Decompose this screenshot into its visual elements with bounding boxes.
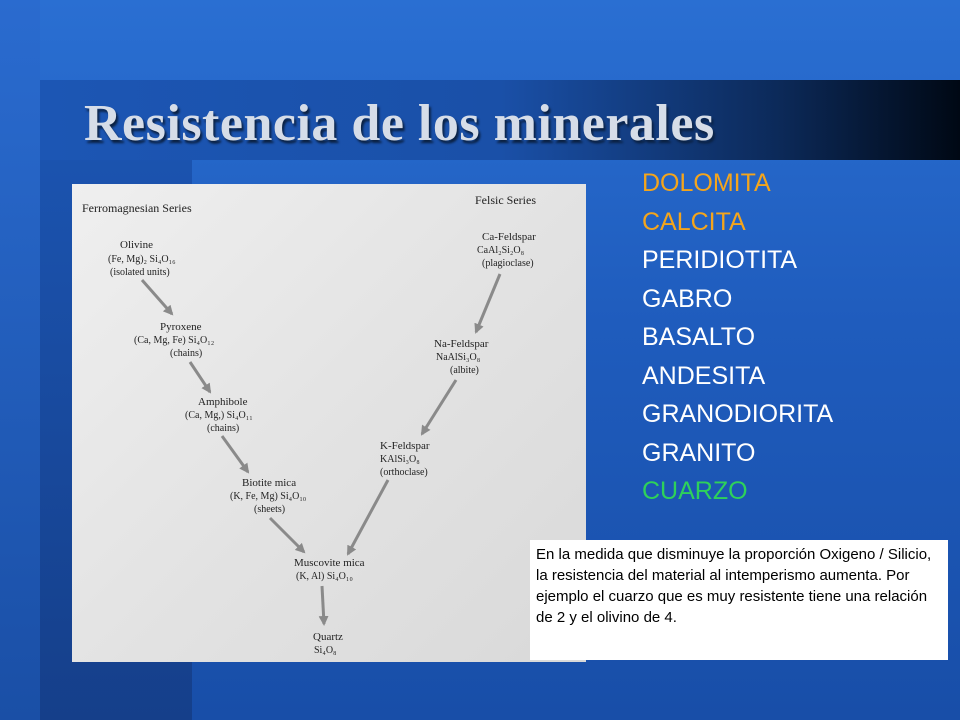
ca-feldspar-name: Ca-Feldspar xyxy=(482,231,536,243)
biotite-formula: (K, Fe, Mg) Si₄O₁₀ xyxy=(230,491,307,502)
muscovite-name: Muscovite mica xyxy=(294,557,365,569)
slide-title: Resistencia de los minerales xyxy=(84,95,715,152)
quartz-formula: Si₄O₈ xyxy=(314,645,337,656)
quartz-name: Quartz xyxy=(313,631,343,643)
amphibole-name: Amphibole xyxy=(198,396,248,408)
mineral-item-peridiotita: PERIDIOTITA xyxy=(642,246,798,274)
olivine-note: (isolated units) xyxy=(110,267,170,278)
na-feldspar-formula: NaAlSi₃O₈ xyxy=(436,352,481,363)
arrow-k-feldspar-muscovite xyxy=(348,480,388,554)
bowen-reaction-series-diagram xyxy=(72,184,586,662)
mineral-item-cuarzo: CUARZO xyxy=(642,477,748,505)
arrow-pyroxene-amphibole xyxy=(190,362,210,392)
olivine-name: Olivine xyxy=(120,239,153,251)
k-feldspar-note: (orthoclase) xyxy=(380,467,428,478)
left-accent-band xyxy=(0,0,40,720)
ca-feldspar-note: (plagioclase) xyxy=(482,258,534,269)
pyroxene-name: Pyroxene xyxy=(160,321,202,333)
diagram-svg xyxy=(72,184,586,662)
arrow-amphibole-biotite xyxy=(222,436,248,472)
pyroxene-formula: (Ca, Mg, Fe) Si₄O₁₂ xyxy=(134,335,215,346)
ferromagnesian-series-title: Ferromagnesian Series xyxy=(82,201,192,215)
arrow-muscovite-quartz xyxy=(322,586,324,624)
mineral-item-gabro: GABRO xyxy=(642,284,733,313)
explanation-note: En la medida que disminuye la proporción Oxigeno / Silicio, la resistencia del material al intemperismo aumenta. Por ejemplo el cuarzo que es muy resistente tiene una relación de 2 y el olivino de 4. xyxy=(530,540,948,660)
muscovite-formula: (K, Al) Si₄O₁₀ xyxy=(296,571,353,582)
na-feldspar-name: Na-Feldspar xyxy=(434,338,489,350)
mineral-item-dolomita: DOLOMITA xyxy=(642,169,771,197)
mineral-resistance-list xyxy=(642,164,833,511)
ca-feldspar-formula: CaAl₂Si₂O₈ xyxy=(477,245,525,256)
mineral-item-calcita: CALCITA xyxy=(642,207,746,236)
mineral-item-basalto: BASALTO xyxy=(642,323,756,351)
arrow-na-k-feldspar xyxy=(422,380,456,434)
mineral-item-andesita: ANDESITA xyxy=(642,361,766,390)
mineral-item-granodiorita: GRANODIORITA xyxy=(642,400,834,428)
mineral-item-granito: GRANITO xyxy=(642,438,756,467)
amphibole-note: (chains) xyxy=(207,423,240,434)
olivine-formula: (Fe, Mg)₂ Si₄O₁₆ xyxy=(108,254,176,265)
arrow-ca-na-feldspar xyxy=(476,274,500,332)
arrow-olivine-pyroxene xyxy=(142,280,172,314)
pyroxene-note: (chains) xyxy=(170,348,203,359)
biotite-name: Biotite mica xyxy=(242,477,297,489)
k-feldspar-name: K-Feldspar xyxy=(380,440,430,452)
k-feldspar-formula: KAlSi₃O₈ xyxy=(380,454,420,465)
felsic-series-title: Felsic Series xyxy=(475,193,536,207)
arrow-biotite-muscovite xyxy=(270,518,304,552)
amphibole-formula: (Ca, Mg,) Si₄O₁₁ xyxy=(185,410,253,421)
na-feldspar-note: (albite) xyxy=(450,365,479,376)
biotite-note: (sheets) xyxy=(254,504,286,515)
